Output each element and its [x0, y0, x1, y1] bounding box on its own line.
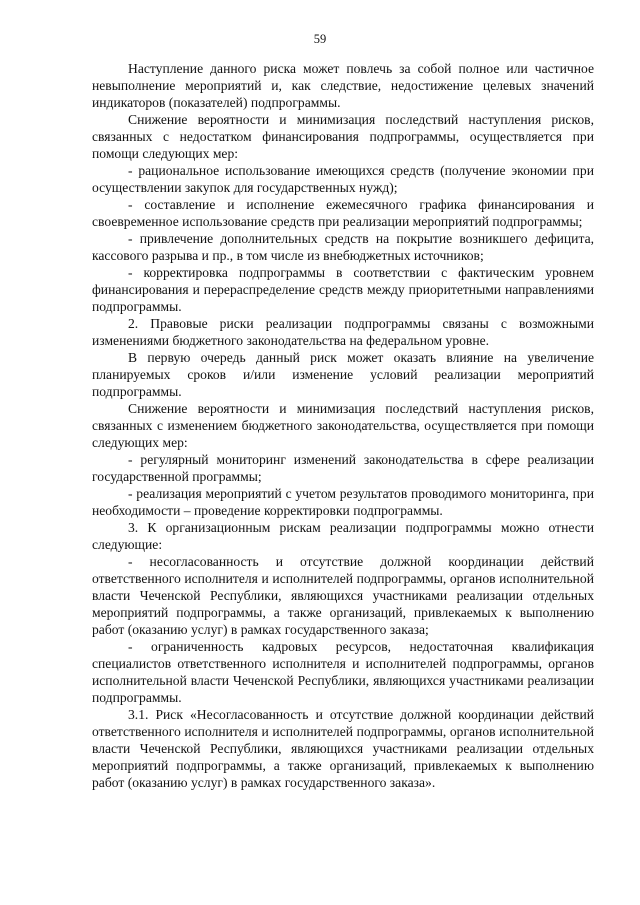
list-item: - несогласованность и отсутствие должной координации действий ответственного исполнителя и исполнителей подпрограммы, органов исполнительной власти Чеченской Республики, являющихся участниками реализации отдельных мероприятий подпрограммы, а также организаций, привлекаемых к выполнению работ (оказанию услуг) в рамках государственного заказа;: [92, 554, 594, 637]
paragraph: 3. К организационным рискам реализации подпрограммы можно отнести следующие:: [92, 520, 594, 552]
list-item: - ограниченность кадровых ресурсов, недостаточная квалификация специалистов ответственного исполнителя и исполнителей подпрограммы, органов исполнительной власти Чеченской Республики, являющихся участниками реализации подпрограммы.: [92, 639, 594, 705]
list-item: - корректировка подпрограммы в соответствии с фактическим уровнем финансирования и перераспределение средств между приоритетными направлениями подпрограммы.: [92, 265, 594, 314]
list-item: - составление и исполнение ежемесячного графика финансирования и своевременное использование средств при реализации мероприятий подпрограммы;: [92, 197, 594, 229]
page-number: 59: [313, 32, 327, 46]
list-item: - привлечение дополнительных средств на покрытие возникшего дефицита, кассового разрыва и пр., в том числе из внебюджетных источников;: [92, 231, 594, 263]
list-item: - регулярный мониторинг изменений законодательства в сфере реализации государственной программы;: [92, 452, 594, 484]
paragraph: 3.1. Риск «Несогласованность и отсутствие должной координации действий ответственного исполнителя и исполнителей подпрограммы, органов исполнительной власти Чеченской Республики, являющихся участниками реализации отдельных мероприятий подпрограммы, а также организаций, привлекаемых к выполнению работ (оказанию услуг) в рамках государственного заказа».: [92, 707, 594, 790]
paragraph: Снижение вероятности и минимизация последствий наступления рисков, связанных с недостатком финансирования подпрограммы, осуществляется при помощи следующих мер:: [92, 112, 594, 161]
paragraph: В первую очередь данный риск может оказать влияние на увеличение планируемых сроков и/или изменение условий реализации мероприятий подпрограммы.: [92, 350, 594, 399]
document-body: [92, 60, 594, 791]
list-item: - рациональное использование имеющихся средств (получение экономии при осуществлении закупок для государственных нужд);: [92, 163, 594, 195]
list-item: - реализация мероприятий с учетом результатов проводимого мониторинга, при необходимости – проведение корректировки подпрограммы.: [92, 486, 594, 518]
paragraph: Снижение вероятности и минимизация последствий наступления рисков, связанных с изменением бюджетного законодательства, осуществляется при помощи следующих мер:: [92, 401, 594, 450]
paragraph: 2. Правовые риски реализации подпрограммы связаны с возможными изменениями бюджетного законодательства на федеральном уровне.: [92, 316, 594, 348]
paragraph: Наступление данного риска может повлечь за собой полное или частичное невыполнение мероприятий и, как следствие, недостижение целевых значений индикаторов (показателей) подпрограммы.: [92, 61, 594, 110]
